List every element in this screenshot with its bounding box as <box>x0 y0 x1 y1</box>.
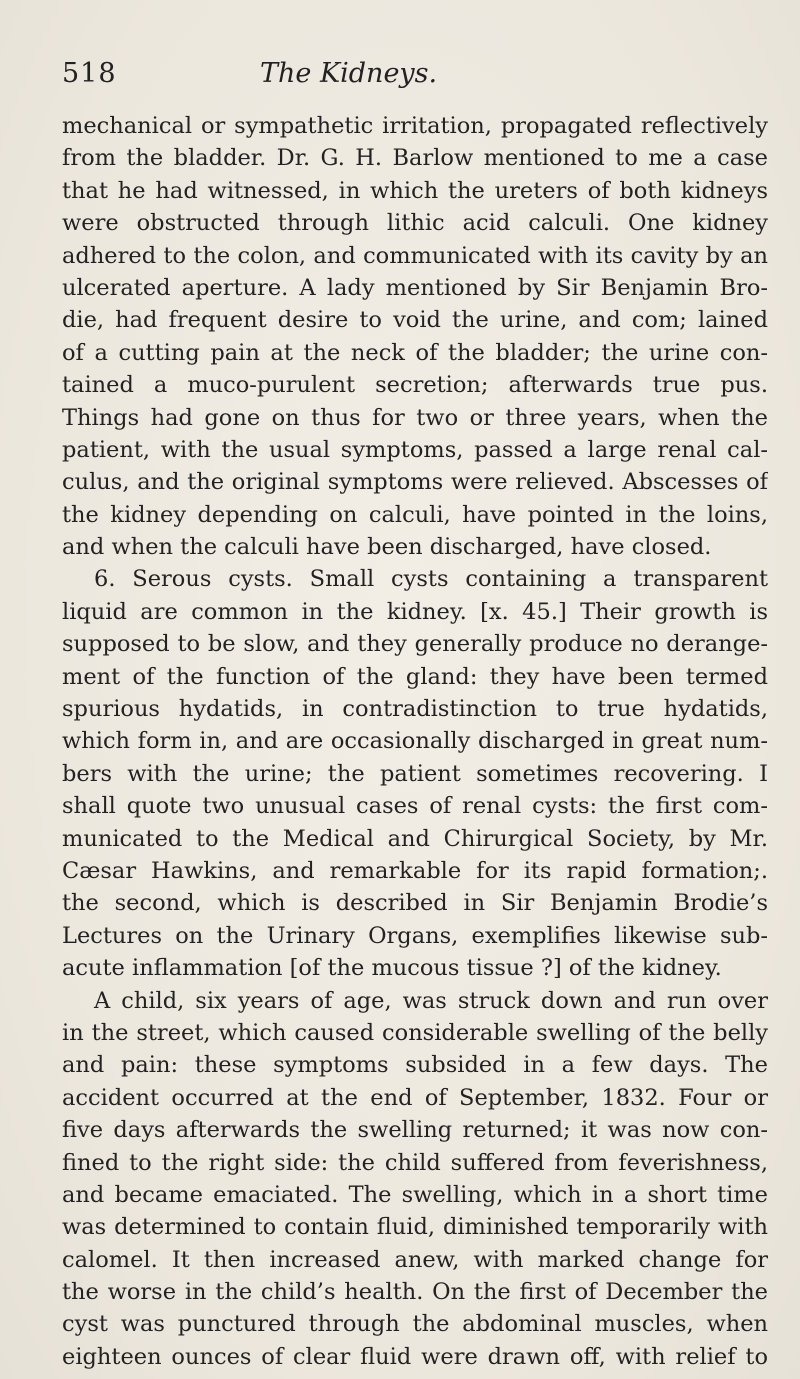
text-line: was determined to contain fluid, diminished temporarily with <box>62 1214 768 1241</box>
text-line: cyst was punctured through the abdominal muscles, when <box>62 1311 768 1338</box>
text-line: 6. Serous cysts. Small cysts containing a transparent <box>94 566 768 593</box>
text-line: mechanical or sympathetic irritation, propagated reflectively <box>62 113 768 139</box>
text-line: that he had witnessed, in which the ureters of both kidneys <box>62 177 768 204</box>
text-line: eighteen ounces of clear fluid were drawn off, with relief to <box>62 1343 768 1370</box>
text-line: acute inflammation [of the mucous tissue ?] of the kidney. <box>62 955 722 982</box>
text-line: and pain: these symptoms subsided in a few days. The <box>62 1052 768 1079</box>
text-line: culus, and the original symptoms were relieved. Abscesses of <box>62 469 768 496</box>
page-header <box>62 58 762 98</box>
text-line: and when the calculi have been discharged, have closed. <box>62 534 712 561</box>
text-line: calomel. It then increased anew, with marked change for <box>62 1246 768 1273</box>
text-line: shall quote two unusual cases of renal cysts: the first com- <box>62 793 768 820</box>
text-line: Cæsar Hawkins, and remarkable for its rapid formation;. <box>62 857 768 884</box>
text-line: ment of the function of the gland: they have been termed <box>62 663 768 690</box>
page-number: 518 <box>62 58 117 89</box>
text-line: bers with the urine; the patient sometimes recovering. I <box>62 760 768 787</box>
text-line: Things had gone on thus for two or three years, when the <box>62 404 768 431</box>
text-line: tained a muco-purulent secretion; afterwards true pus. <box>62 372 768 399</box>
text-line: in the street, which caused considerable swelling of the belly <box>62 1019 768 1046</box>
text-line: the second, which is described in Sir Benjamin Brodie’s <box>62 890 768 917</box>
text-line: of a cutting pain at the neck of the bladder; the urine con- <box>62 339 768 366</box>
text-line: patient, with the usual symptoms, passed a large renal cal- <box>62 436 768 463</box>
text-line: ulcerated aperture. A lady mentioned by Sir Benjamin Bro- <box>62 274 768 301</box>
text-line: accident occurred at the end of September, 1832. Four or <box>62 1084 768 1111</box>
text-line: the worse in the child’s health. On the first of December the <box>62 1279 768 1306</box>
text-line: fined to the right side: the child suffered from feverishness, <box>62 1149 768 1176</box>
text-line: and became emaciated. The swelling, which in a short time <box>62 1181 768 1208</box>
text-line: from the bladder. Dr. G. H. Barlow mentioned to me a case <box>62 145 768 172</box>
text-line: five days afterwards the swelling returned; it was now con- <box>62 1117 768 1144</box>
text-line: liquid are common in the kidney. [x. 45.] Their growth is <box>62 598 768 625</box>
text-line: municated to the Medical and Chirurgical Society, by Mr. <box>62 825 768 852</box>
text-line: were obstructed through lithic acid calculi. One kidney <box>62 210 768 237</box>
body-text <box>62 110 768 1373</box>
text-line: Lectures on the Urinary Organs, exemplifies likewise sub- <box>62 922 768 949</box>
text-line: adhered to the colon, and communicated with its cavity by an <box>62 242 768 269</box>
running-head: The Kidneys. <box>260 58 438 89</box>
text-line: which form in, and are occasionally discharged in great num- <box>62 728 768 755</box>
text-line: A child, six years of age, was struck down and run over <box>94 987 768 1014</box>
text-line: the kidney depending on calculi, have pointed in the loins, <box>62 501 768 528</box>
text-line: spurious hydatids, in contradistinction to true hydatids, <box>62 696 768 723</box>
text-line: die, had frequent desire to void the urine, and com; lained <box>62 307 768 334</box>
text-line: supposed to be slow, and they generally produce no derange- <box>62 631 768 658</box>
